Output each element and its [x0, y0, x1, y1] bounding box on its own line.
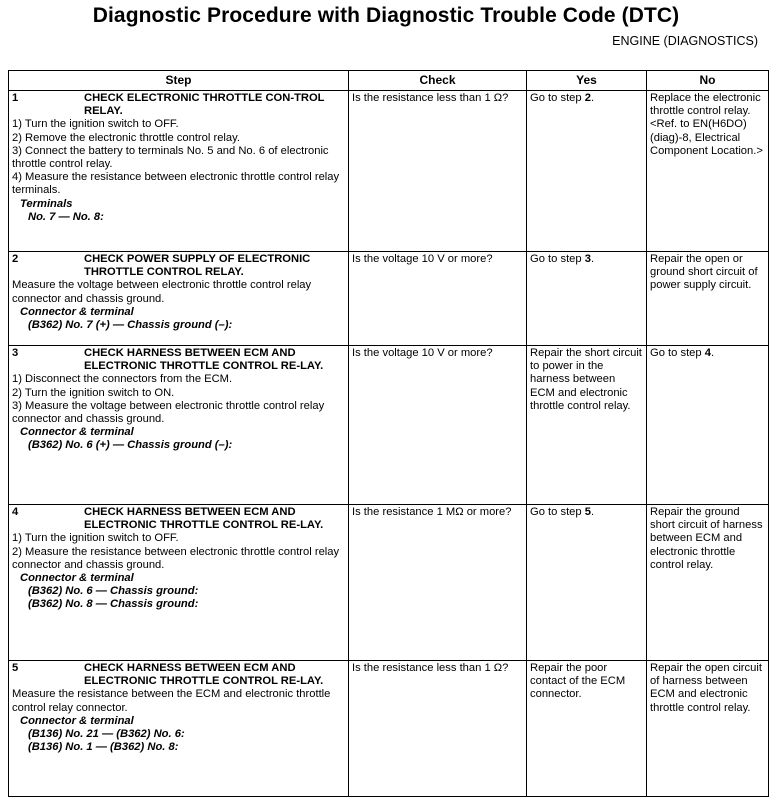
no-cell: Repair the open circuit of harness between ECM and electronic throttle control relay.	[647, 661, 769, 797]
step-title: CHECK POWER SUPPLY OF ELECTRONIC THROTTLE CONTROL RELAY.	[84, 253, 311, 279]
instruction-line: 1) Turn the ignition switch to OFF.	[12, 118, 179, 131]
step-cell	[9, 505, 349, 661]
no-step-number: 4	[704, 347, 711, 359]
check-cell: Is the resistance less than 1 Ω?	[349, 91, 527, 252]
instruction-line: Measure the voltage between electronic throttle control relay connector and chassis ground.	[12, 279, 312, 305]
no-cell: Repair the open or ground short circuit of power supply circuit.	[647, 252, 769, 346]
yes-text: Go to step	[530, 506, 585, 518]
yes-text: Go to step	[530, 92, 585, 104]
terminal-value: No. 7 — No. 8:	[28, 210, 104, 223]
yes-cell	[527, 505, 647, 661]
step-title: CHECK HARNESS BETWEEN ECM AND ELECTRONIC THROTTLE CONTROL RE-LAY.	[84, 662, 324, 688]
step-cell	[9, 91, 349, 252]
terminal-label: Connector & terminal	[20, 572, 134, 585]
terminal-value: (B362) No. 6 (+) — Chassis ground (–):	[28, 439, 233, 452]
instruction-line: 3) Measure the voltage between electronic throttle control relay connector and chassis ground.	[12, 399, 325, 426]
check-cell: Is the resistance 1 MΩ or more?	[349, 505, 527, 661]
terminal-value: (B362) No. 8 — Chassis ground:	[28, 598, 199, 611]
instruction-line: Measure the resistance between the ECM and electronic throttle control relay connector.	[12, 688, 331, 714]
terminal-label: Connector & terminal	[20, 714, 134, 727]
terminal-value: (B136) No. 21 — (B362) No. 6:	[28, 728, 185, 741]
no-cell: Repair the ground short circuit of harness between ECM and electronic throttle control relay.	[647, 505, 769, 661]
no-cell: Replace the electronic throttle control relay. <Ref. to EN(H6DO)(diag)-8, Electrical Component Location.>	[647, 91, 769, 252]
no-cell	[647, 346, 769, 505]
instruction-line: 2) Remove the electronic throttle control relay.	[12, 131, 240, 144]
table-row	[9, 91, 769, 252]
terminal-label: Connector & terminal	[20, 305, 134, 318]
yes-step-number: 2	[584, 92, 591, 104]
instruction-line: 1) Turn the ignition switch to OFF.	[12, 532, 179, 545]
instruction-line: 2) Measure the resistance between electronic throttle control relay connector and chassis ground.	[12, 545, 340, 571]
yes-suffix: .	[590, 506, 595, 518]
step-cell	[9, 252, 349, 346]
yes-step-number: 3	[584, 253, 591, 265]
step-title: CHECK ELECTRONIC THROTTLE CON-TROL RELAY.	[84, 92, 325, 118]
check-cell: Is the voltage 10 V or more?	[349, 252, 527, 346]
dtc-procedure-table	[8, 70, 769, 797]
table-row	[9, 505, 769, 661]
instruction-line: 1) Disconnect the connectors from the ECM.	[12, 373, 233, 386]
yes-suffix: .	[590, 92, 595, 104]
instruction-line: 3) Connect the battery to terminals No. 5 and No. 6 of electronic throttle control relay.	[12, 144, 329, 171]
table-row	[9, 252, 769, 346]
step-title: CHECK HARNESS BETWEEN ECM AND ELECTRONIC THROTTLE CONTROL RE-LAY.	[84, 506, 324, 532]
check-cell: Is the voltage 10 V or more?	[349, 346, 527, 505]
yes-cell	[527, 91, 647, 252]
step-number: 4	[12, 506, 19, 518]
step-title: CHECK HARNESS BETWEEN ECM AND ELECTRONIC THROTTLE CONTROL RE-LAY.	[84, 347, 324, 373]
yes-cell: Repair the short circuit to power in the harness between ECM and electronic throttle control relay.	[527, 346, 647, 505]
column-header-check: Check	[349, 71, 527, 91]
yes-text: Go to step	[530, 253, 585, 265]
step-number: 1	[12, 92, 19, 104]
step-number: 5	[12, 662, 19, 674]
yes-cell: Repair the poor contact of the ECM connector.	[527, 661, 647, 797]
column-header-step: Step	[9, 71, 349, 91]
instruction-line: 2) Turn the ignition switch to ON.	[12, 386, 175, 399]
no-suffix: .	[710, 347, 715, 359]
instruction-line: 4) Measure the resistance between electronic throttle control relay terminals.	[12, 171, 340, 197]
terminal-label: Connector & terminal	[20, 426, 134, 439]
step-number: 3	[12, 347, 19, 359]
terminal-value: (B362) No. 6 — Chassis ground:	[28, 585, 199, 598]
step-cell	[9, 346, 349, 505]
table-row	[9, 346, 769, 505]
yes-cell	[527, 252, 647, 346]
check-cell: Is the resistance less than 1 Ω?	[349, 661, 527, 797]
terminal-value: (B362) No. 7 (+) — Chassis ground (–):	[28, 319, 233, 332]
table-header-row	[9, 71, 769, 91]
terminal-value: (B136) No. 1 — (B362) No. 8:	[28, 741, 179, 754]
step-cell	[9, 661, 349, 797]
table-row	[9, 661, 769, 797]
column-header-no: No	[647, 71, 769, 91]
section-label: ENGINE (DIAGNOSTICS)	[612, 34, 758, 48]
yes-step-number: 5	[584, 506, 591, 518]
terminal-label: Terminals	[20, 197, 73, 210]
no-text: Go to step	[650, 347, 705, 359]
column-header-yes: Yes	[527, 71, 647, 91]
page-title: Diagnostic Procedure with Diagnostic Trouble Code (DTC)	[92, 4, 680, 27]
step-number: 2	[12, 253, 19, 265]
yes-suffix: .	[590, 253, 595, 265]
